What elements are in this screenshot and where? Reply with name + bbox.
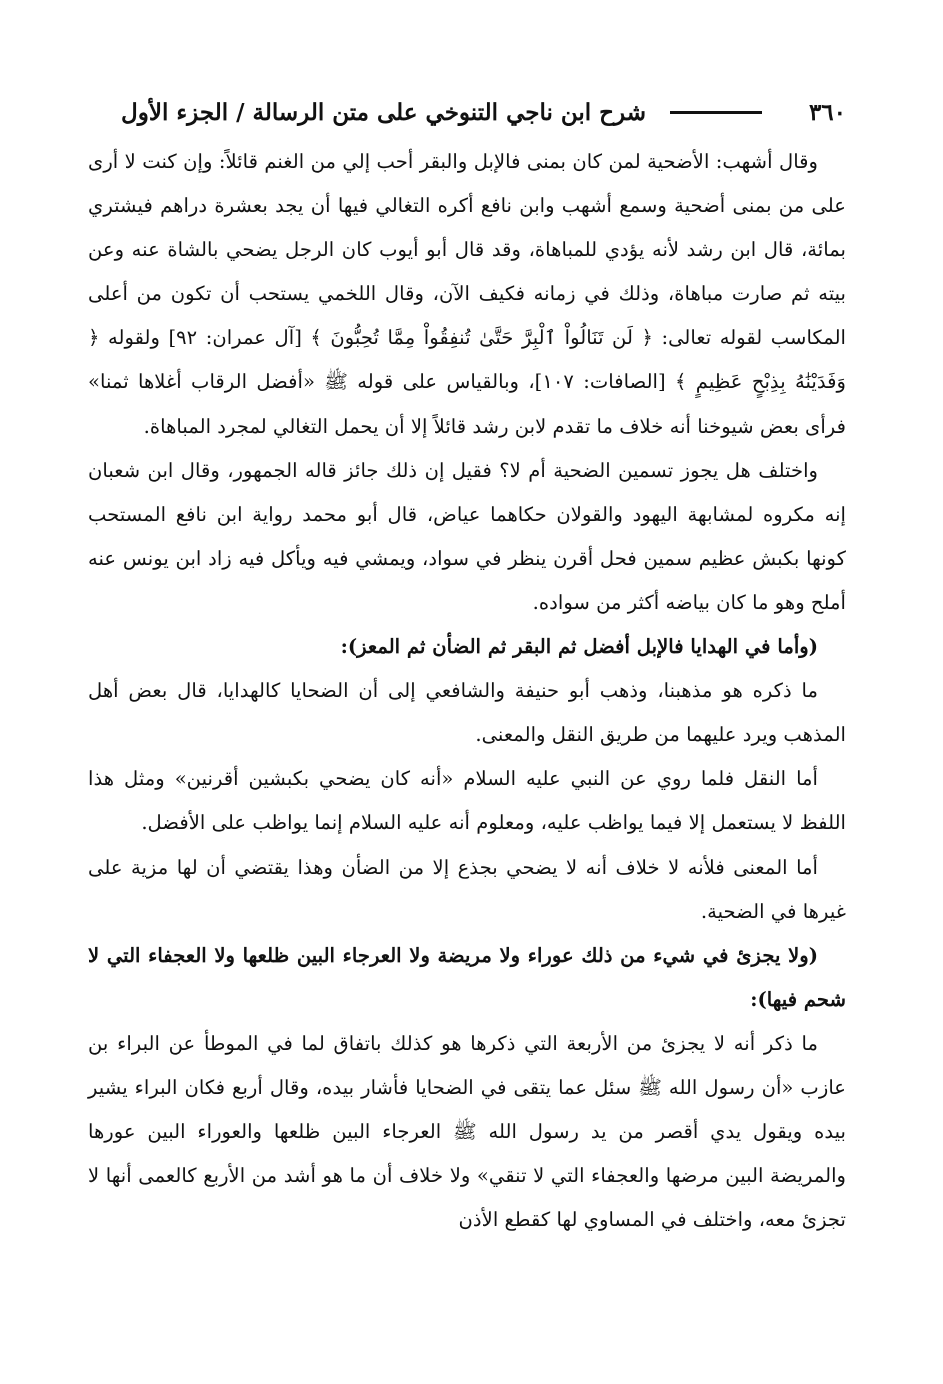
matn-hadaya: (وأما في الهدايا فالإبل أفضل ثم البقر ثم الضأن ثم المعز): [340, 635, 818, 659]
matn-defects: (ولا يجزئ في شيء من ذلك عوراء ولا مريضة ولا العرجاء البين ظلعها ولا العجفاء التي لا شحم فيها): [88, 943, 846, 1011]
book-page [88, 90, 846, 1350]
page-header [88, 90, 846, 134]
running-title: شرح ابن ناجي التنوخي على متن الرسالة / الجزء الأول [121, 98, 646, 126]
paragraph-naql: أما النقل فلما روي عن النبي عليه السلام «أنه كان يضحي بكبشين أقرنين» ومثل هذا اللفظ لا يستعمل إلا فيما يواظب عليه، ومعلوم أنه عليه السلام إنما يواظب على الأفضل. [88, 767, 846, 835]
paragraph-maana: أما المعنى فلأنه لا خلاف أنه لا يضحي بجذع إلا من الضأن وهذا يقتضي أن لها مزية على غيرها في الضحية. [88, 855, 846, 923]
paragraph-muwatta: ما ذكر أنه لا يجزئ من الأربعة التي ذكرها هو كذلك باتفاق لما في الموطأ عن البراء بن عازب «أن رسول الله ﷺ سئل عما يتقى في الضحايا فأشار بيده، وقال أربع فكان البراء يشير بيده ويقول يدي أقصر من يد رسول الله ﷺ العرجاء البين ظلعها والعوراء البين عورها والمريضة البين مرضها والعجفاء التي لا تنقي» ولا خلاف أن ما هو أشد من الأربع كالعمى أنها لا تجزئ معه، واختلف في المساوي لها كقطع الأذن [88, 1031, 846, 1232]
header-rule [670, 111, 762, 114]
page-body [88, 140, 846, 1242]
paragraph-madhhab: ما ذكره هو مذهبنا، وذهب أبو حنيفة والشافعي إلى أن الضحايا كالهدايا، قال بعض أهل المذهب ويرد عليهما من طريق النقل والمعنى. [88, 679, 846, 747]
paragraph-ashhab: وقال أشهب: الأضحية لمن كان بمنى فالإبل والبقر أحب إلي من الغنم قائلاً: وإن كنت لا أرى على من بمنى أضحية وسمع أشهب وابن نافع أكره التغالي فيها أن يجد بعشرة دراهم فيشتري بمائة، قال ابن رشد لأنه يؤدي للمباهاة، وقد قال أبو أيوب كان الرجل يضحي بالشاة عنه وعن بيته ثم صارت مباهاة، وذلك في زمانه فكيف الآن، وقال اللخمي يستحب أن تكون من أعلى المكاسب لقوله تعالى: ﴿ لَن تَنَالُواْ ٱلْبِرَّ حَتَّىٰ تُنفِقُواْ مِمَّا تُحِبُّونَ ﴾ [آل عمران: ٩٢] ولقوله ﴿ وَفَدَيْنَٰهُ بِذِبْحٍ عَظِيمٍ ﴾ [الصافات: ١٠٧]، وبالقياس على قوله ﷺ «أفضل الرقاب أغلاها ثمنا» فرأى بعض شيوخنا أنه خلاف ما تقدم لابن رشد قائلاً إلا أن يحمل التغالي لمجرد المباهاة. [88, 150, 846, 438]
page-number: ٣٦٠ [808, 98, 846, 126]
paragraph-fattening: واختلف هل يجوز تسمين الضحية أم لا؟ فقيل إن ذلك جائز قاله الجمهور، وقال ابن شعبان إنه مكروه لمشابهة اليهود والقولان حكاهما عياض، قال أبو محمد رواية ابن نافع المستحب كونها بكبش عظيم سمين فحل أقرن ينظر في سواد، ويمشي فيه ويأكل فيه زاد ابن يونس عنه أملح وهو ما كان بياضه أكثر من سواده. [88, 458, 846, 614]
